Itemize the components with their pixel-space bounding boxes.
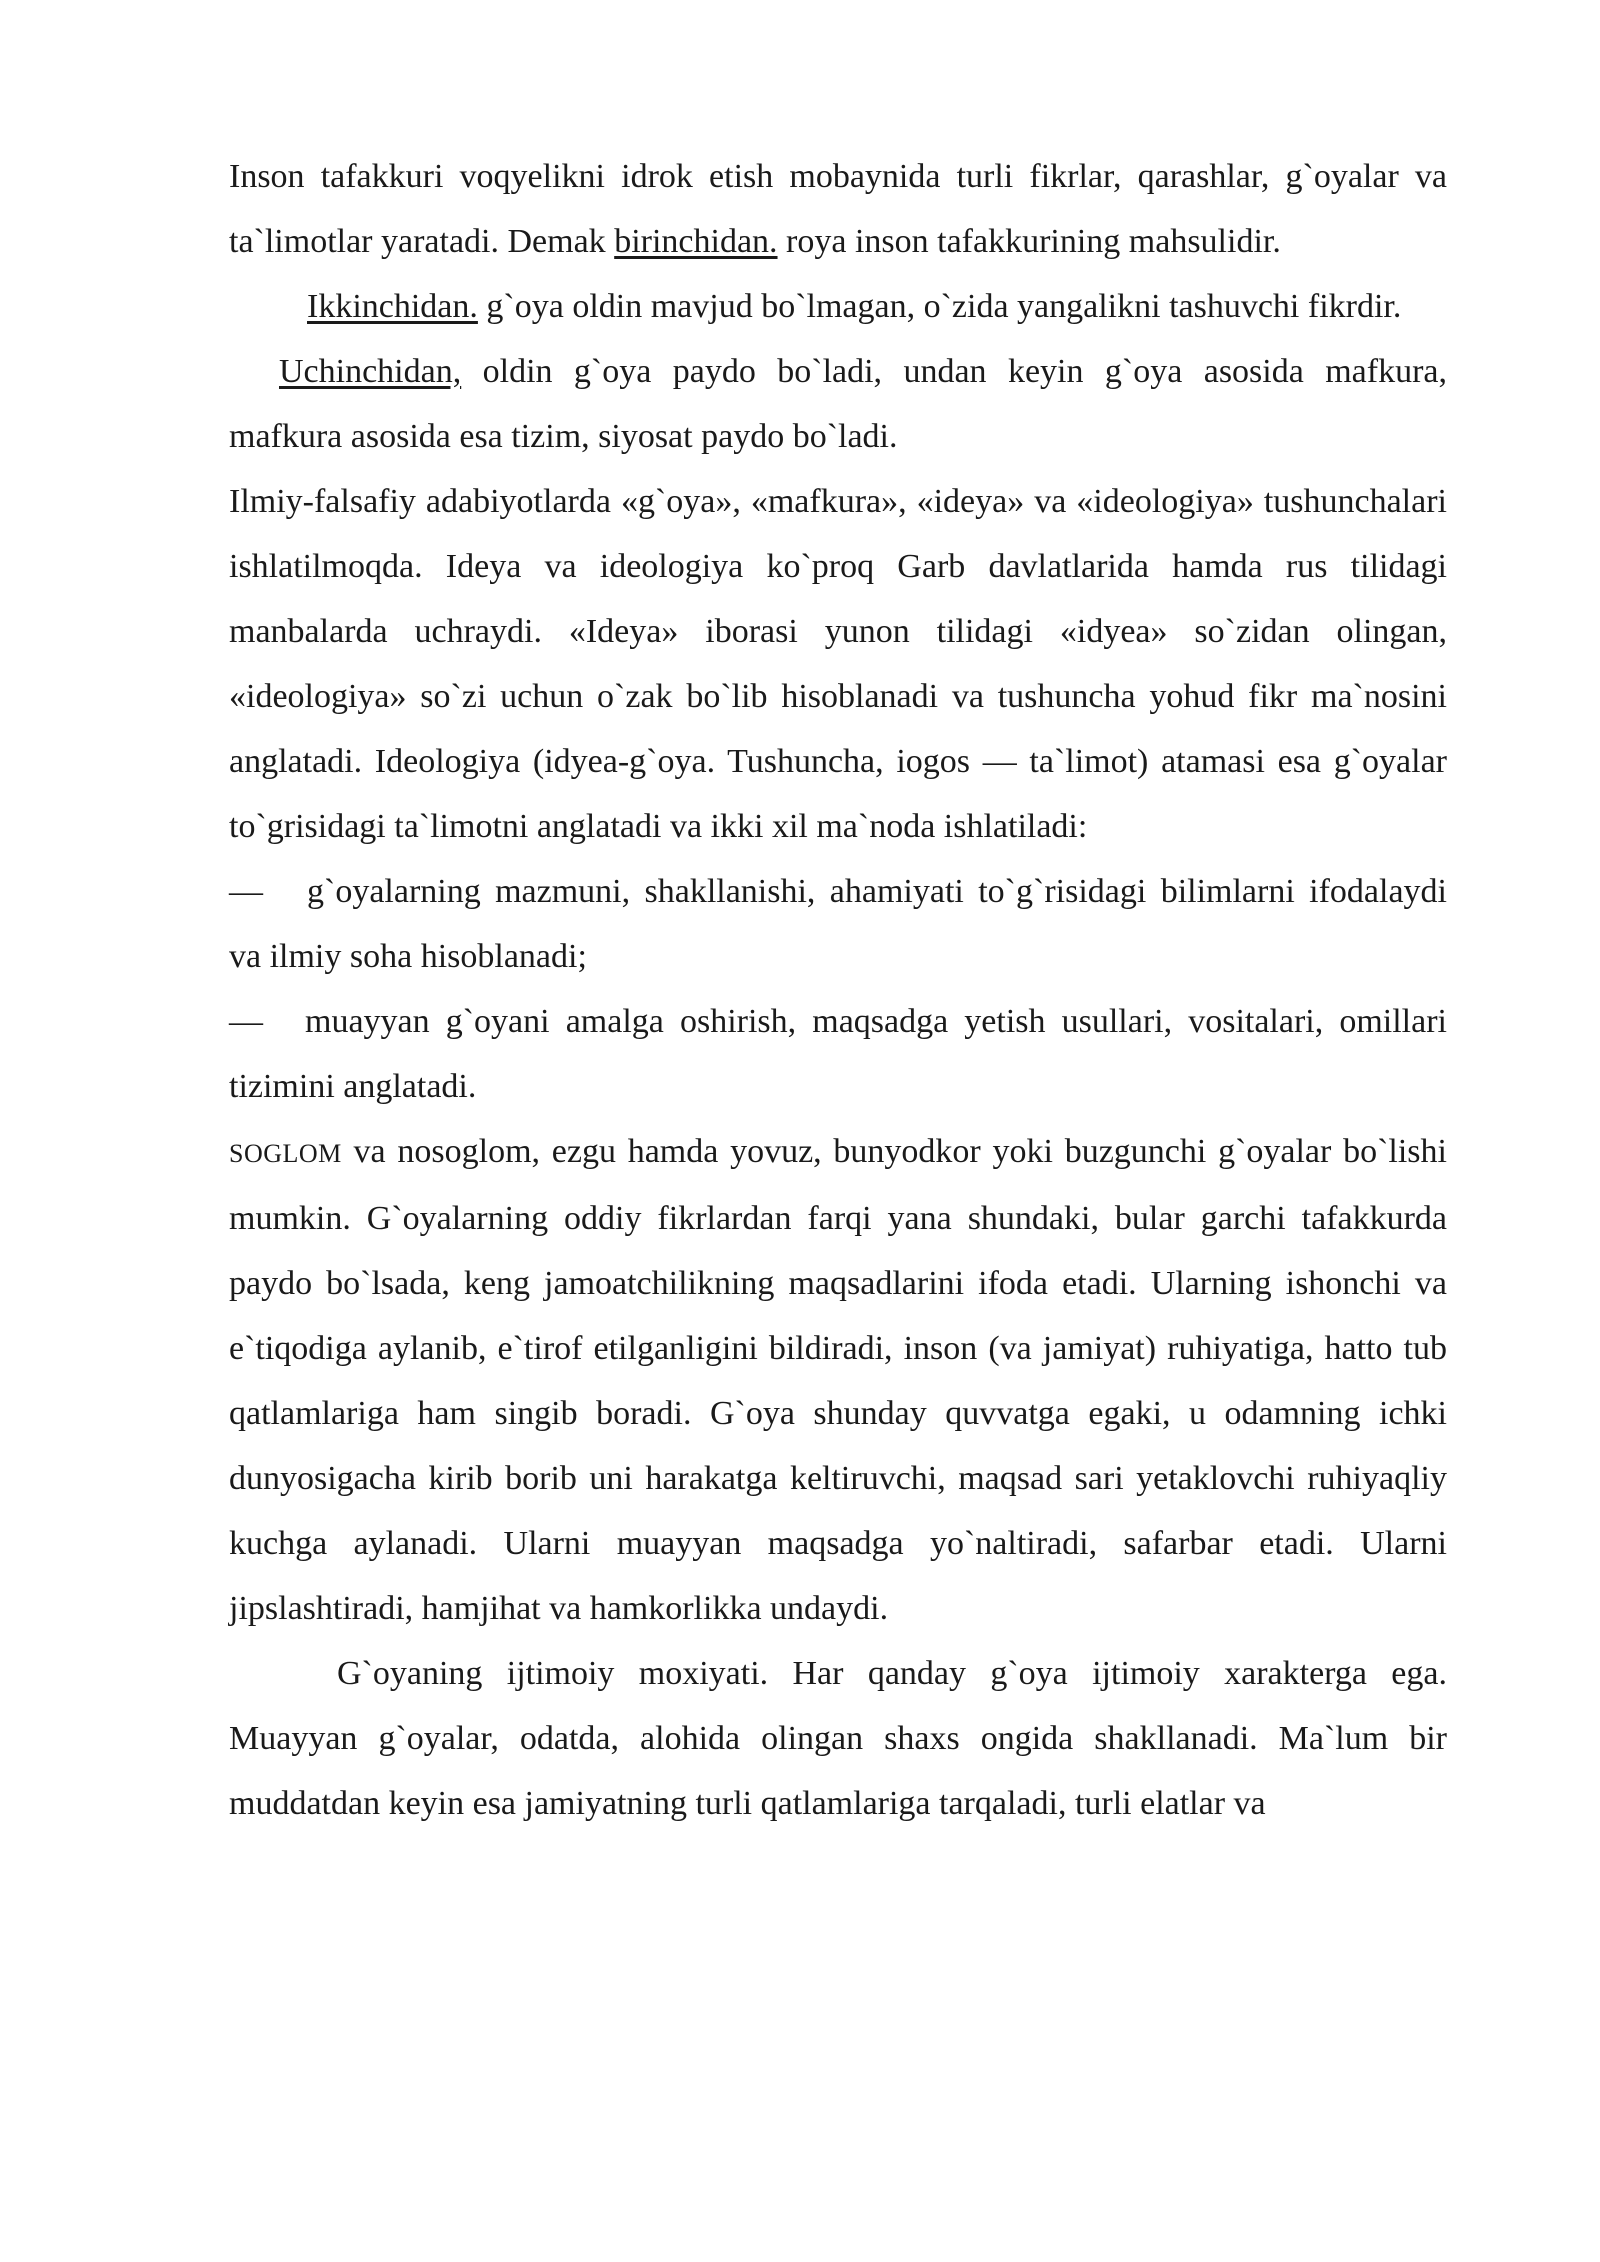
underlined-term-ikkinchidan: Ikkinchidan.: [307, 288, 478, 325]
smallcaps-word: SOGLOM: [229, 1139, 342, 1168]
underlined-term-uchinchidan: Uchinchidan,: [279, 353, 462, 390]
paragraph-1-continuation: roya inson tafakkurining mahsulidir.: [777, 223, 1281, 260]
list-item: [229, 989, 1447, 1119]
paragraph-3-text: oldin g`oya paydo bo`ladi, undan keyin g`oya asosida mafkura, mafkura asosida esa tizim, siyosat paydo bo`ladi.: [229, 353, 1447, 455]
paragraph-2: [229, 274, 1447, 339]
list-item: [229, 859, 1447, 989]
paragraph-3: [229, 339, 1447, 469]
document-body: [229, 144, 1447, 1836]
paragraph-1-text: Inson tafakkuri voqyelikni idrok etish mobaynida turli fikrlar, qarashlar, g`oyalar va ta`limotlar yaratadi. Demak: [229, 158, 1447, 260]
underlined-term-birinchidan: birinchidan.: [614, 223, 778, 260]
list-item-text: g`oyalarning mazmuni, shakllanishi, ahamiyati to`g`risidagi bilimlarni ifodalaydi va ilmiy soha hisoblanadi;: [229, 873, 1447, 975]
em-dash: —: [229, 1003, 263, 1040]
list-item-text: muayyan g`oyani amalga oshirish, maqsadga yetish usullari, vositalari, omillari tizimini anglatadi.: [229, 1003, 1447, 1105]
paragraph-5: [229, 1119, 1447, 1641]
paragraph-2-text: g`oya oldin mavjud bo`lmagan, o`zida yangalikni tashuvchi fikrdir.: [477, 288, 1402, 325]
paragraph-4: Ilmiy-falsafiy adabiyotlarda «g`oya», «mafkura», «ideya» va «ideologiya» tushunchalari ishlatilmoqda. Ideya va ideologiya ko`proq Garb davlatlarida hamda rus tilidagi manbalarda uchraydi. «Ideya» iborasi yunon tilidagi «idyea» so`zidan olingan, «ideologiya» so`zi uchun o`zak bo`lib hisoblanadi va tushuncha yohud fikr ma`nosini anglatadi. Ideologiya (idyea-g`oya. Tushuncha, iogos — ta`limot) atamasi esa g`oyalar to`grisidagi ta`limotni anglatadi va ikki xil ma`noda ishlatiladi:: [229, 483, 1447, 845]
paragraph-6: G`oyaning ijtimoiy moxiyati. Har qanday g`oya ijtimoiy xarakterga ega. Muayyan g`oyalar, odatda, alohida olingan shaxs ongida shakllanadi. Ma`lum bir muddatdan keyin esa jamiyatning turli qatlamlariga tarqaladi, turli elatlar va: [229, 1655, 1447, 1822]
em-dash: —: [229, 873, 263, 910]
paragraph-1: [229, 144, 1447, 274]
paragraph-5-text: va nosoglom, ezgu hamda yovuz, bunyodkor yoki buzgunchi g`oyalar bo`lishi mumkin. G`oyalarning oddiy fikrlardan farqi yana shundaki, bular garchi tafakkurda paydo bo`lsada, keng jamoatchilikning maqsadlarini ifoda etadi. Ularning ishonchi va e`tiqodiga aylanib, e`tirof etilganligini bildiradi, inson (va jamiyat) ruhiyatiga, hatto tub qatlamlariga ham singib boradi. G`oya shunday quvvatga egaki, u odamning ichki dunyosigacha kirib borib uni harakatga keltiruvchi, maqsad sari yetaklovchi ruhiyaqliy kuchga aylanadi. Ularni muayyan maqsadga yo`naltiradi, safarbar etadi. Ularni jipslashtiradi, hamjihat va hamkorlikka undaydi.: [229, 1133, 1447, 1627]
